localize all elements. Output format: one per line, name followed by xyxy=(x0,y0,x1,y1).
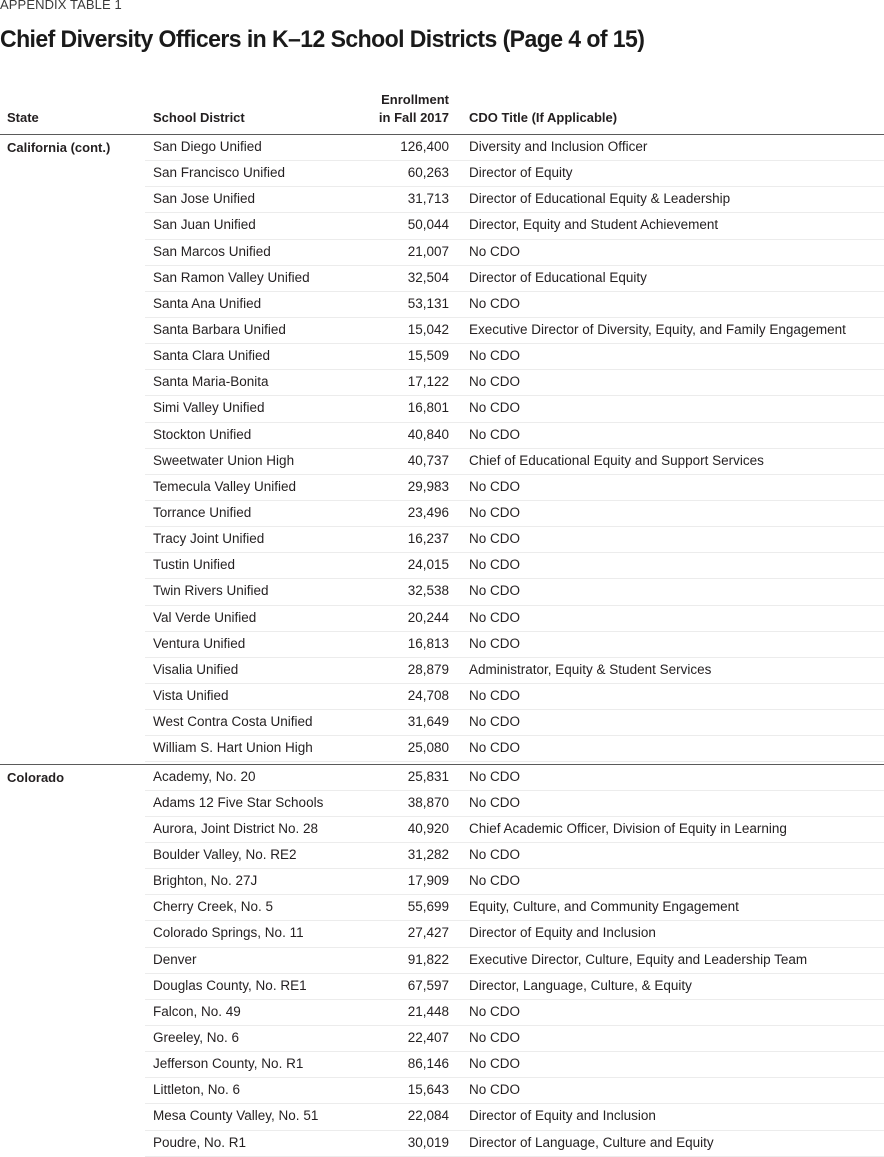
cell-enrollment: 27,427 xyxy=(407,925,449,941)
header-state: State xyxy=(7,110,39,125)
cell-cdo-title: Diversity and Inclusion Officer xyxy=(469,139,648,154)
cell-cdo-title: No CDO xyxy=(469,478,521,494)
cell-cdo-title: Chief Academic Officer, Division of Equity in Learning xyxy=(469,820,787,836)
table-row xyxy=(145,843,884,869)
table-row xyxy=(145,396,884,422)
cell-cdo-title: Director of Equity and Inclusion xyxy=(469,925,656,941)
cell-enrollment: 31,713 xyxy=(407,191,449,207)
cell-school-district: Adams 12 Five Star Schools xyxy=(153,794,324,810)
cell-school-district: William S. Hart Union High xyxy=(153,740,313,756)
table-row xyxy=(145,344,884,370)
cell-enrollment: 20,244 xyxy=(407,609,449,625)
cell-school-district: Temecula Valley Unified xyxy=(153,478,297,494)
cell-enrollment: 22,084 xyxy=(407,1108,449,1124)
cell-enrollment: 23,496 xyxy=(407,504,449,520)
cell-enrollment: 31,649 xyxy=(407,714,449,730)
table-row xyxy=(145,579,884,605)
cell-enrollment: 32,504 xyxy=(407,269,449,285)
table-row xyxy=(145,475,884,501)
table-row xyxy=(145,449,884,475)
cell-enrollment: 24,708 xyxy=(407,687,449,703)
table-row xyxy=(145,240,884,266)
table-row xyxy=(145,370,884,396)
cell-enrollment: 28,879 xyxy=(407,661,449,677)
cell-cdo-title: No CDO xyxy=(469,714,521,730)
table-row xyxy=(145,318,884,344)
cell-cdo-title: Director of Language, Culture and Equity xyxy=(469,1134,714,1150)
header-school-district: School District xyxy=(153,110,245,125)
cell-cdo-title: Administrator, Equity & Student Services xyxy=(469,661,712,677)
table-row xyxy=(145,292,884,318)
table-row xyxy=(145,948,884,974)
cell-school-district: West Contra Costa Unified xyxy=(153,714,313,730)
cell-cdo-title: No CDO xyxy=(469,1056,521,1072)
table-row xyxy=(145,736,884,762)
cell-school-district: Twin Rivers Unified xyxy=(153,583,269,599)
district-rows xyxy=(145,135,884,762)
cell-school-district: Torrance Unified xyxy=(153,504,252,520)
cell-cdo-title: Director of Educational Equity & Leadership xyxy=(469,191,731,207)
cell-enrollment: 31,282 xyxy=(407,847,449,863)
cell-enrollment: 32,538 xyxy=(407,583,449,599)
state-label: Colorado xyxy=(7,769,65,785)
table-row xyxy=(145,187,884,213)
cell-cdo-title: Director of Educational Equity xyxy=(469,269,647,285)
table-row xyxy=(145,213,884,239)
cell-enrollment: 15,643 xyxy=(407,1082,449,1098)
cell-cdo-title: No CDO xyxy=(469,847,521,863)
cell-school-district: Poudre, No. R1 xyxy=(153,1134,247,1150)
cell-cdo-title: No CDO xyxy=(469,531,521,547)
cell-cdo-title: No CDO xyxy=(469,557,521,573)
table-row xyxy=(145,266,884,292)
table-row xyxy=(145,1052,884,1078)
cell-enrollment: 86,146 xyxy=(407,1056,449,1072)
table-row xyxy=(145,1000,884,1026)
cell-school-district: Colorado Springs, No. 11 xyxy=(153,925,304,941)
cell-school-district: Jefferson County, No. R1 xyxy=(153,1056,304,1072)
cell-school-district: San Diego Unified xyxy=(153,139,262,154)
cell-enrollment: 91,822 xyxy=(407,951,449,967)
cell-school-district: Littleton, No. 6 xyxy=(153,1082,241,1098)
cell-cdo-title: No CDO xyxy=(469,687,521,703)
cell-cdo-title: No CDO xyxy=(469,740,521,756)
cell-enrollment: 24,015 xyxy=(407,557,449,573)
cell-cdo-title: Director, Equity and Student Achievement xyxy=(469,217,719,233)
cell-cdo-title: Director of Equity and Inclusion xyxy=(469,1108,656,1124)
state-label: California (cont.) xyxy=(7,140,111,155)
cell-enrollment: 16,801 xyxy=(407,400,449,416)
cell-enrollment: 40,840 xyxy=(407,426,449,442)
cell-school-district: San Marcos Unified xyxy=(153,243,271,259)
cell-enrollment: 21,007 xyxy=(407,243,449,259)
cell-enrollment: 40,920 xyxy=(407,820,449,836)
cell-cdo-title: No CDO xyxy=(469,400,521,416)
cell-cdo-title: Director, Language, Culture, & Equity xyxy=(469,977,692,993)
cell-enrollment: 15,509 xyxy=(407,348,449,364)
table-row xyxy=(145,553,884,579)
cell-enrollment: 25,080 xyxy=(407,740,449,756)
table-row xyxy=(145,658,884,684)
header-enrollment-line1: Enrollment xyxy=(381,92,449,107)
cell-cdo-title: No CDO xyxy=(469,609,521,625)
cell-school-district: Mesa County Valley, No. 51 xyxy=(153,1108,319,1124)
header-cdo-title: CDO Title (If Applicable) xyxy=(469,110,618,125)
cell-school-district: Tracy Joint Unified xyxy=(153,531,265,547)
cell-enrollment: 50,044 xyxy=(407,217,449,233)
cell-cdo-title: No CDO xyxy=(469,1003,521,1019)
cell-school-district: Boulder Valley, No. RE2 xyxy=(153,847,297,863)
cell-cdo-title: Executive Director, Culture, Equity and Leadership Team xyxy=(469,951,808,967)
cell-school-district: San Jose Unified xyxy=(153,191,256,207)
table-row xyxy=(145,423,884,449)
cell-enrollment: 25,831 xyxy=(407,768,449,784)
cell-school-district: Santa Clara Unified xyxy=(153,348,271,364)
cell-school-district: Santa Ana Unified xyxy=(153,295,262,311)
table-row xyxy=(145,527,884,553)
cell-school-district: Brighton, No. 27J xyxy=(153,873,258,889)
cell-enrollment: 126,400 xyxy=(400,139,449,154)
cell-cdo-title: No CDO xyxy=(469,768,521,784)
cell-school-district: Val Verde Unified xyxy=(153,609,257,625)
table-row xyxy=(145,606,884,632)
cell-enrollment: 38,870 xyxy=(407,794,449,810)
cell-enrollment: 17,909 xyxy=(407,873,449,889)
cell-school-district: Denver xyxy=(153,951,197,967)
cell-cdo-title: No CDO xyxy=(469,583,521,599)
table-row xyxy=(145,817,884,843)
cell-school-district: Douglas County, No. RE1 xyxy=(153,977,307,993)
cell-enrollment: 21,448 xyxy=(407,1003,449,1019)
cell-enrollment: 53,131 xyxy=(407,295,449,311)
cell-enrollment: 16,237 xyxy=(407,531,449,547)
cell-school-district: Aurora, Joint District No. 28 xyxy=(153,820,319,836)
cell-school-district: Academy, No. 20 xyxy=(153,768,256,784)
cell-cdo-title: Equity, Culture, and Community Engagement xyxy=(469,899,739,915)
cell-school-district: Ventura Unified xyxy=(153,635,246,651)
cell-enrollment: 15,042 xyxy=(407,321,449,337)
cell-cdo-title: No CDO xyxy=(469,504,521,520)
district-rows xyxy=(145,765,884,1157)
table-row xyxy=(145,921,884,947)
table-header xyxy=(0,88,884,135)
cell-enrollment: 17,122 xyxy=(407,374,449,390)
table-row xyxy=(145,135,884,161)
cell-school-district: Sweetwater Union High xyxy=(153,452,295,468)
cell-enrollment: 29,983 xyxy=(407,478,449,494)
cell-school-district: Visalia Unified xyxy=(153,661,239,677)
cell-school-district: Vista Unified xyxy=(153,687,229,703)
state-group xyxy=(0,764,884,1157)
table-row xyxy=(145,684,884,710)
cell-enrollment: 67,597 xyxy=(407,977,449,993)
cell-enrollment: 22,407 xyxy=(407,1030,449,1045)
table-row xyxy=(145,632,884,658)
cell-cdo-title: No CDO xyxy=(469,635,521,651)
cell-cdo-title: No CDO xyxy=(469,374,521,390)
cell-school-district: San Juan Unified xyxy=(153,217,256,233)
table-row xyxy=(145,869,884,895)
table-row xyxy=(145,710,884,736)
cell-school-district: San Ramon Valley Unified xyxy=(153,269,310,285)
header-enrollment xyxy=(379,91,449,127)
cell-cdo-title: Chief of Educational Equity and Support Services xyxy=(469,452,764,468)
cell-school-district: Greeley, No. 6 xyxy=(153,1030,240,1045)
cell-cdo-title: No CDO xyxy=(469,1082,521,1098)
table-row xyxy=(145,161,884,187)
header-enrollment-line2: in Fall 2017 xyxy=(378,110,449,125)
table-row xyxy=(145,1131,884,1157)
cell-school-district: Tustin Unified xyxy=(153,557,236,573)
table-row xyxy=(145,791,884,817)
cell-school-district: Santa Maria-Bonita xyxy=(153,374,269,390)
cell-enrollment: 16,813 xyxy=(407,635,449,651)
table-row xyxy=(145,501,884,527)
table-row xyxy=(145,1026,884,1052)
table-row xyxy=(145,974,884,1000)
cell-school-district: Cherry Creek, No. 5 xyxy=(153,899,274,915)
cell-cdo-title: Executive Director of Diversity, Equity, and Family Engagement xyxy=(469,321,846,337)
cell-cdo-title: No CDO xyxy=(469,348,521,364)
cell-school-district: Falcon, No. 49 xyxy=(153,1003,241,1019)
cell-school-district: Simi Valley Unified xyxy=(153,400,265,416)
page-title: Chief Diversity Officers in K–12 School Districts (Page 4 of 15) xyxy=(0,26,645,53)
cell-school-district: Santa Barbara Unified xyxy=(153,321,286,337)
cell-cdo-title: No CDO xyxy=(469,295,521,311)
cell-cdo-title: Director of Equity xyxy=(469,165,573,181)
appendix-label: APPENDIX TABLE 1 xyxy=(0,0,122,12)
cell-enrollment: 60,263 xyxy=(407,165,449,181)
table-row xyxy=(145,1104,884,1130)
cell-enrollment: 55,699 xyxy=(407,899,449,915)
table-row xyxy=(145,765,884,791)
cell-school-district: San Francisco Unified xyxy=(153,165,286,181)
cell-enrollment: 40,737 xyxy=(407,452,449,468)
cell-cdo-title: No CDO xyxy=(469,243,521,259)
cell-cdo-title: No CDO xyxy=(469,1030,521,1045)
cell-cdo-title: No CDO xyxy=(469,873,521,889)
table-row xyxy=(145,895,884,921)
cell-school-district: Stockton Unified xyxy=(153,426,252,442)
cell-enrollment: 30,019 xyxy=(407,1134,449,1150)
cell-cdo-title: No CDO xyxy=(469,794,521,810)
cell-cdo-title: No CDO xyxy=(469,426,521,442)
state-group xyxy=(0,135,884,763)
table-row xyxy=(145,1078,884,1104)
